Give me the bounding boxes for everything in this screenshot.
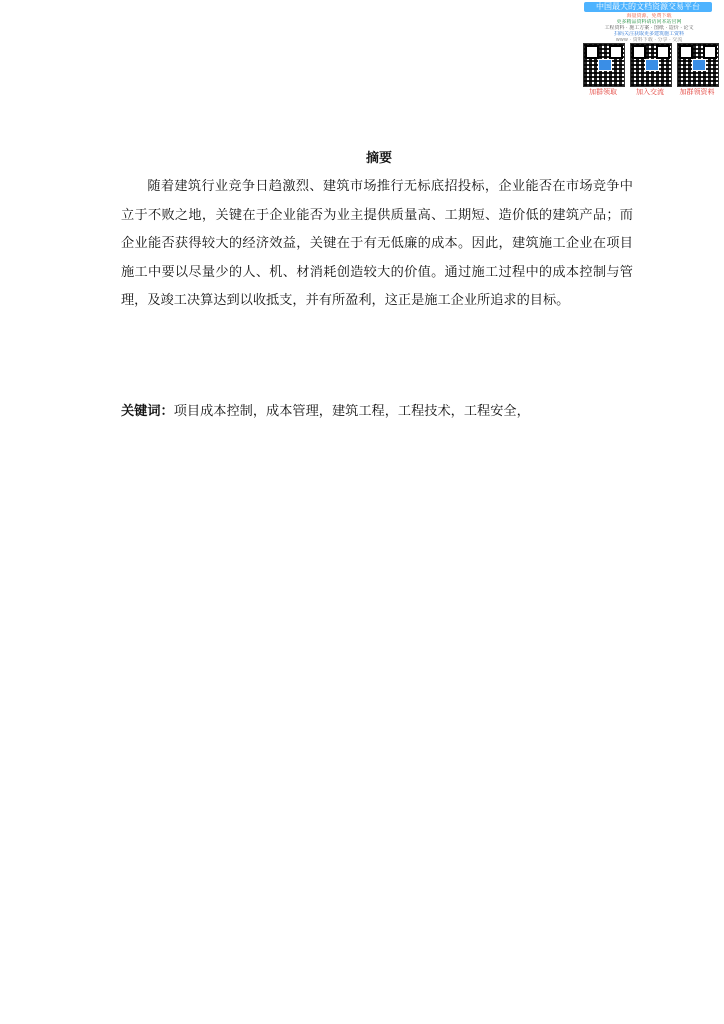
- promo-line: 扫码关注获取更多建筑施工资料: [613, 31, 684, 37]
- qr-code-icon[interactable]: [630, 43, 672, 87]
- keywords-label: 关键词：: [121, 404, 174, 419]
- qr-code-icon[interactable]: [677, 43, 719, 87]
- promo-title: 中国最大的文档资源交易平台: [584, 2, 712, 12]
- qr-label: 加入交流: [636, 88, 664, 96]
- promo-watermark: [578, 0, 720, 100]
- keywords-line: [121, 398, 633, 426]
- promo-line: 更多精品资料请访问本站官网: [616, 19, 682, 25]
- qr-label: 加群领取: [589, 88, 617, 96]
- page-title: 摘要: [365, 151, 392, 166]
- qr-code-row: [578, 43, 720, 99]
- promo-line: 工程资料 · 施工方案 · 图纸 · 造价 · 论文: [604, 25, 694, 31]
- promo-line: www · 资料下载 · 分享 · 交流: [615, 37, 683, 43]
- promo-line: 海量资源，免费下载: [626, 13, 672, 19]
- qr-code-icon[interactable]: [583, 43, 625, 87]
- keywords-text: 项目成本控制，成本管理，建筑工程，工程技术，工程安全，: [173, 404, 530, 419]
- qr-label: 加群领资料: [679, 88, 715, 96]
- abstract-paragraph: 随着建筑行业竞争日趋激烈、建筑市场推行无标底招投标，企业能否在市场竞争中立于不败之地，关键在于企业能否为业主提供质量高、工期短、造价低的建筑产品；而企业能否获得较大的经济效益，关键在于有无低廉的成本。因此，建筑施工企业在项目施工中要以尽量少的人、机、材消耗创造较大的价值。通过施工过程中的成本控制与管理，及竣工决算达到以收抵支，并有所盈利，这正是施工企业所追求的目标。: [121, 179, 633, 308]
